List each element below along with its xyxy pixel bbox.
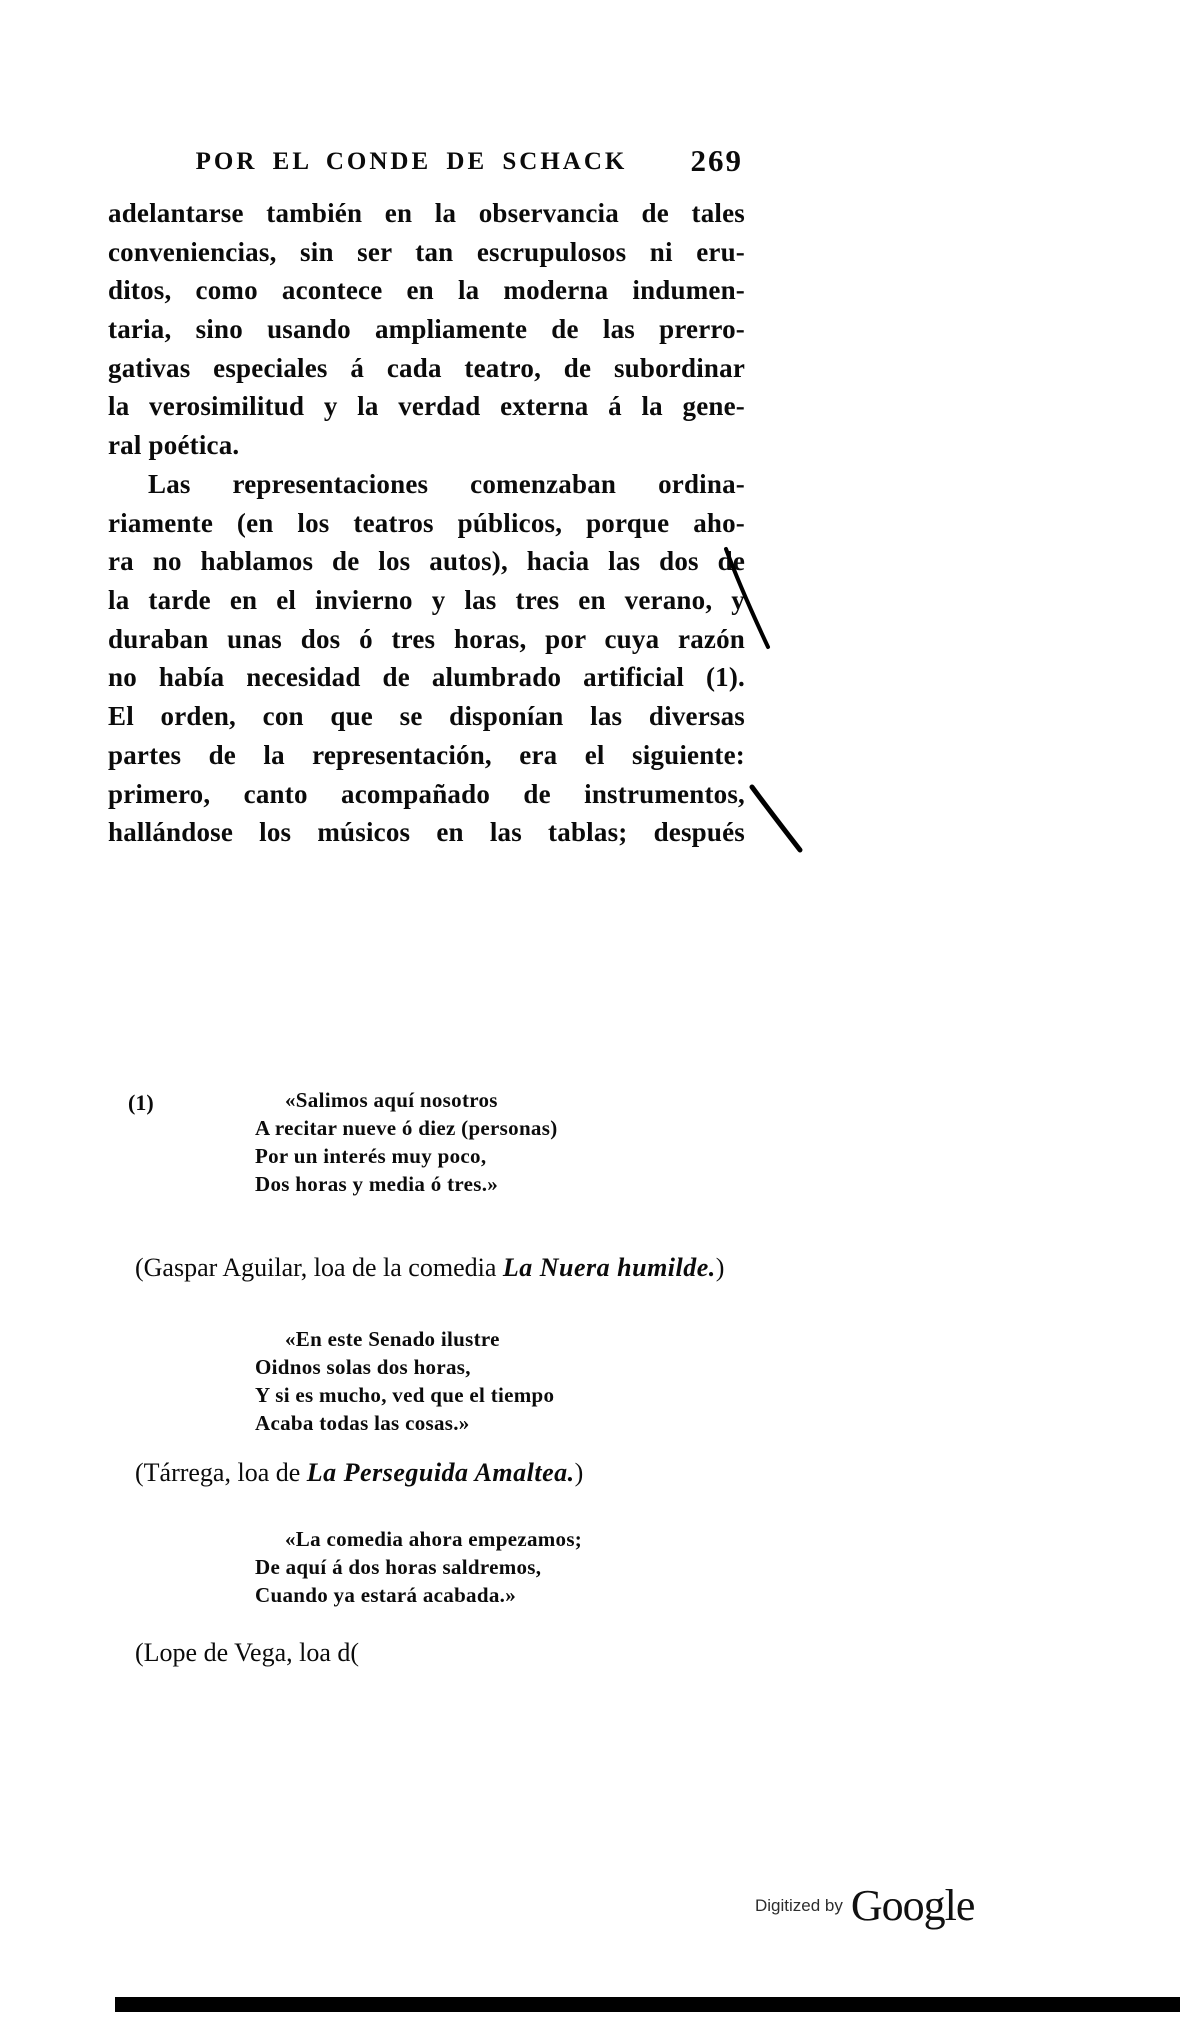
verse-attribution xyxy=(135,1253,775,1283)
text-line: la tarde en el invierno y las tres en verano, y xyxy=(108,585,745,616)
text-line: ra no hablamos de los autos), hacia las dos de xyxy=(108,546,745,577)
verse-line: Por un interés muy poco, xyxy=(255,1144,487,1168)
text-line: la verosimilitud y la verdad externa á la gene- xyxy=(108,391,745,422)
verse-line: «Salimos aquí nosotros xyxy=(285,1088,498,1112)
text-line: ditos, como acontece en la moderna indumen- xyxy=(108,275,745,306)
verse-attribution xyxy=(135,1638,775,1668)
verse-line: Oidnos solas dos horas, xyxy=(255,1355,471,1379)
attribution-text: (Tárrega, loa de xyxy=(135,1458,307,1487)
text-line: El orden, con que se disponían las diversas xyxy=(108,701,745,732)
paragraph xyxy=(108,198,745,469)
google-watermark xyxy=(755,1881,975,1930)
text-line: adelantarse también en la observancia de tales xyxy=(108,198,745,228)
attribution-text: ) xyxy=(574,1458,584,1487)
footnote-verse xyxy=(255,1088,675,1200)
attribution-text: ( xyxy=(350,1638,360,1667)
footnote-marker: (1) xyxy=(128,1090,154,1115)
scan-edge-bar xyxy=(115,1997,1180,2012)
verse-line: De aquí á dos horas saldremos, xyxy=(255,1555,542,1579)
paragraph xyxy=(108,469,745,856)
page-header xyxy=(108,143,745,192)
text-line: riamente (en los teatros públicos, porque aho- xyxy=(108,507,745,538)
verse-line: Y si es mucho, ved que el tiempo xyxy=(255,1383,555,1407)
digitized-by-label: Digitized by xyxy=(755,1896,843,1915)
verse-line: Dos horas y media ó tres.» xyxy=(255,1172,499,1196)
text-line: duraban unas dos ó tres horas, por cuya razón xyxy=(108,623,745,654)
attribution-text: ) xyxy=(715,1253,725,1282)
text-line: conveniencias, sin ser tan escrupulosos ni eru- xyxy=(108,236,745,267)
work-title: La Nuera humilde. xyxy=(502,1253,716,1282)
footnote-verse xyxy=(255,1527,675,1611)
running-title: POR EL CONDE DE SCHACK xyxy=(195,148,628,175)
footnote-verse xyxy=(255,1327,675,1439)
google-logo: Google xyxy=(850,1881,975,1930)
page-number: 269 xyxy=(690,143,743,178)
verse-line: A recitar nueve ó diez (personas) xyxy=(255,1116,558,1140)
text-line: hallándose los músicos en las tablas; después xyxy=(108,817,745,848)
verse-line: Cuando ya estará acabada.» xyxy=(255,1583,516,1607)
work-title: La Perseguida Amaltea. xyxy=(306,1458,575,1487)
text-line: Las representaciones comenzaban ordina- xyxy=(148,469,745,499)
verse-attribution xyxy=(135,1458,775,1488)
scan-pen-mark xyxy=(746,780,810,858)
verse-line: Acaba todas las cosas.» xyxy=(255,1411,470,1435)
attribution-text: (Lope de Vega, loa d xyxy=(135,1638,351,1667)
verse-line: «La comedia ahora empezamos; xyxy=(285,1527,583,1551)
text-line: gativas especiales á cada teatro, de subordinar xyxy=(108,352,745,383)
text-line: partes de la representación, era el siguiente: xyxy=(108,739,745,770)
text-line: no había necesidad de alumbrado artificial (1). xyxy=(108,662,745,693)
text-line: primero, canto acompañado de instrumentos, xyxy=(108,778,745,809)
text-line: taria, sino usando ampliamente de las prerro- xyxy=(108,314,745,345)
attribution-text: (Gaspar Aguilar, loa de la comedia xyxy=(135,1253,503,1282)
text-line: ral poética. xyxy=(108,430,240,461)
scan-pen-mark xyxy=(718,545,780,653)
verse-line: «En este Senado ilustre xyxy=(285,1327,500,1351)
